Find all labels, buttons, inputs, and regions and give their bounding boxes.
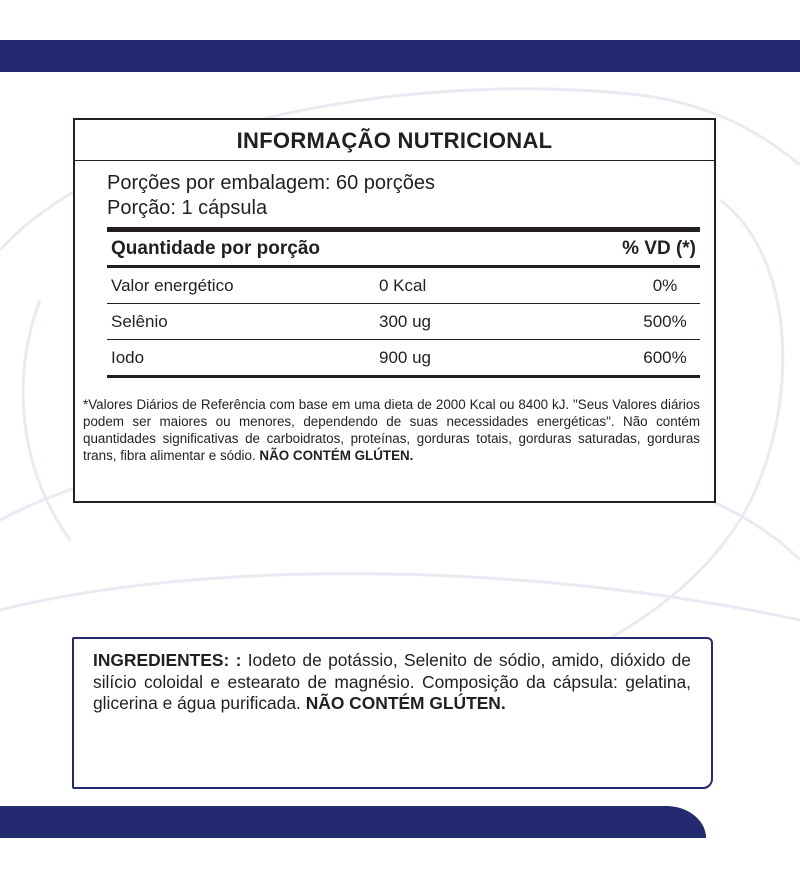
servings-per-package: Porções por embalagem: 60 porções bbox=[107, 172, 435, 194]
quantity-header-row bbox=[107, 232, 700, 265]
nutrient-row-iodine bbox=[107, 340, 700, 378]
serving-size: Porção: 1 cápsula bbox=[107, 197, 268, 219]
bottom-brand-bar bbox=[0, 806, 706, 838]
nutrient-row-energy bbox=[107, 268, 700, 304]
nutrient-amount: 0 Kcal bbox=[379, 276, 427, 295]
nutrition-title: INFORMAÇÃO NUTRICIONAL bbox=[75, 120, 714, 161]
nutrient-dv: 0% bbox=[652, 276, 678, 295]
top-brand-bar bbox=[0, 40, 800, 72]
nutrition-facts-panel bbox=[73, 118, 716, 503]
nutrient-name: Valor energético bbox=[111, 276, 234, 295]
nutrient-name: Iodo bbox=[111, 348, 145, 367]
ingredients-label: INGREDIENTES: : bbox=[93, 650, 242, 670]
nutrient-row-selenium bbox=[107, 304, 700, 340]
daily-values-footnote bbox=[83, 396, 700, 464]
nutrition-body bbox=[107, 161, 700, 378]
ingredients-list: Iodeto de potássio, Selenito de sódio, amido, dióxido de silício coloidal e estearato de magnésio. Composição da cápsula: gelatina, glicerina e água purificada. bbox=[93, 650, 691, 713]
dv-header: % VD (*) bbox=[622, 237, 696, 259]
ingredients-text-block bbox=[93, 650, 691, 715]
nutrient-amount: 300 ug bbox=[379, 312, 431, 331]
ingredients-gluten-warning: NÃO CONTÉM GLÚTEN. bbox=[305, 693, 506, 713]
nutrient-name: Selênio bbox=[111, 312, 168, 331]
gluten-free-notice: NÃO CONTÉM GLÚTEN. bbox=[259, 448, 414, 463]
servings-info bbox=[107, 161, 700, 221]
nutrient-amount: 900 ug bbox=[379, 348, 431, 367]
nutrient-dv: 500% bbox=[643, 312, 687, 331]
nutrient-dv: 600% bbox=[643, 348, 687, 367]
quantity-header: Quantidade por porção bbox=[111, 237, 321, 259]
footnote-text: *Valores Diários de Referência com base em uma dieta de 2000 Kcal ou 8400 kJ. "Seus Valores diários podem ser maiores ou menores, dependendo de suas necessidades energéticas". Não contém quantidades significativas de carboidratos, proteínas, gorduras totais, gorduras saturadas, gorduras trans, fibra alimentar e sódio. bbox=[83, 397, 700, 463]
ingredients-box bbox=[72, 637, 713, 789]
